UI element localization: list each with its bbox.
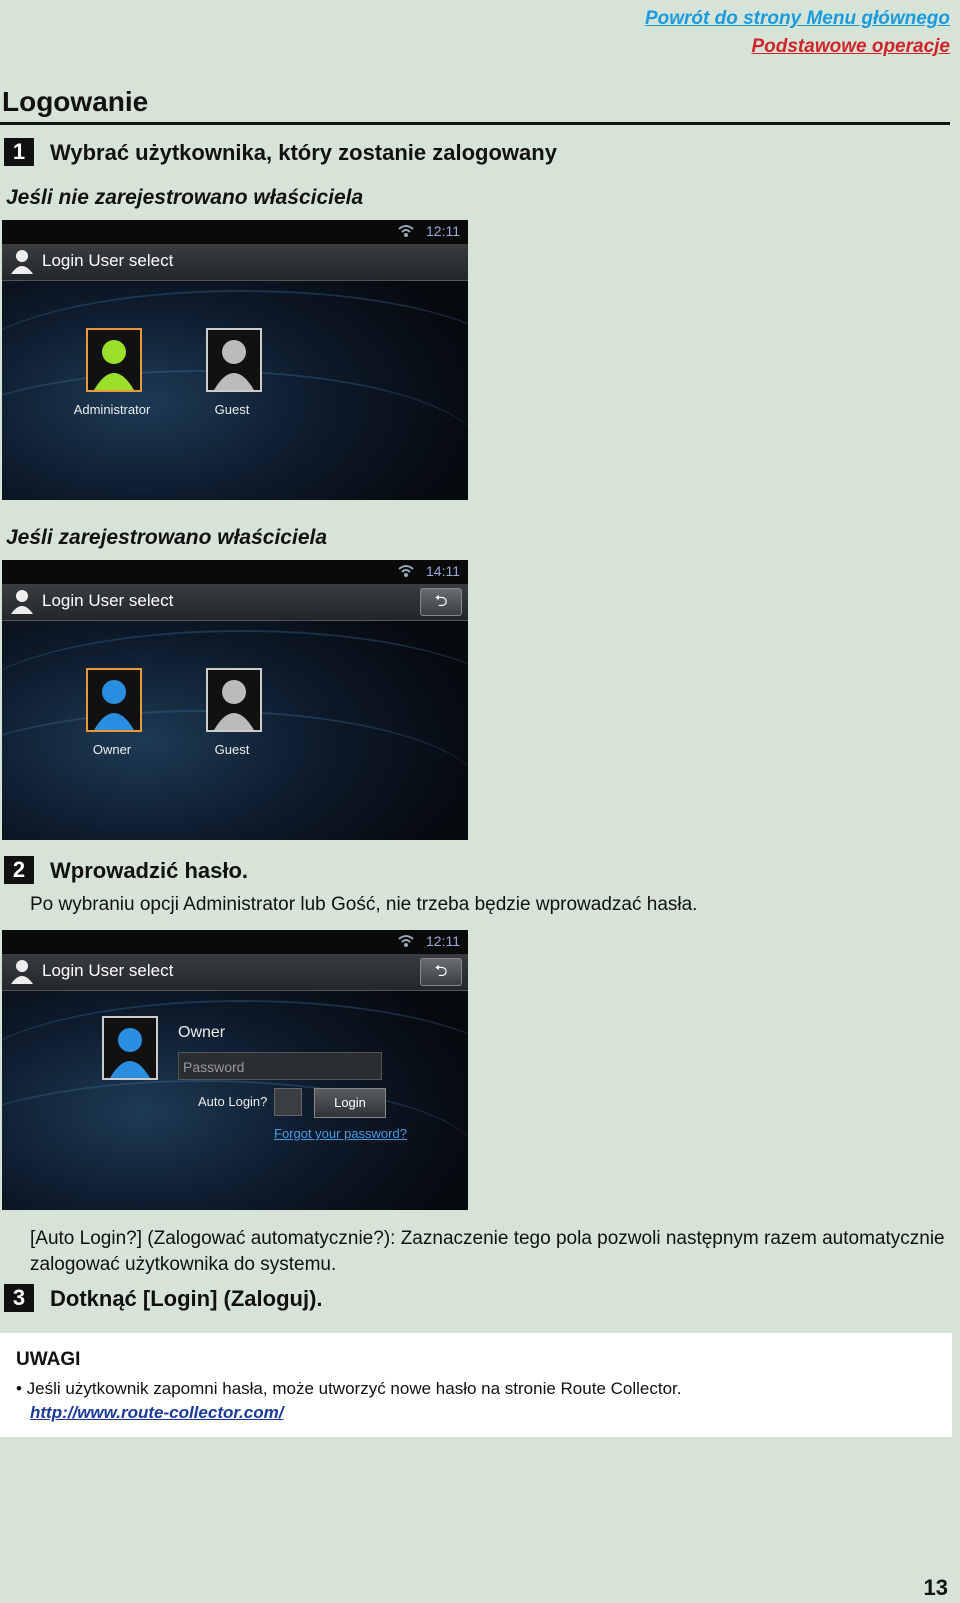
screenshot-password-entry — [2, 930, 468, 1210]
title-bar — [2, 244, 468, 281]
route-collector-link[interactable]: http://www.route-collector.com/ — [30, 1403, 284, 1422]
clock: 12:11 — [426, 933, 460, 949]
password-input[interactable]: Password — [178, 1052, 382, 1080]
step-1-number: 1 — [4, 138, 34, 166]
user-icon — [10, 588, 34, 614]
guest-avatar-icon — [212, 336, 256, 390]
auto-login-description: [Auto Login?] (Zalogować automatycznie?): Zaznaczenie tego pola pozwoli następnym razem automatycznie zalogować użytkownika do systemu. — [30, 1228, 945, 1275]
step-1-text: Wybrać użytkownika, który zostanie zalogowany — [50, 140, 557, 165]
title-bar — [2, 954, 468, 991]
screen-title: Login User select — [42, 961, 174, 980]
forgot-password-link[interactable]: Forgot your password? — [274, 1126, 407, 1141]
step-3-text: Dotknąć [Login] (Zaloguj). — [50, 1286, 323, 1311]
notes-box — [0, 1333, 952, 1437]
status-bar — [2, 220, 468, 244]
user-label-owner: Owner — [92, 742, 132, 757]
step-2-text: Wprowadzić hasło. — [50, 858, 249, 883]
login-button[interactable]: Login — [314, 1088, 386, 1118]
back-button[interactable]: ⮌ — [420, 588, 462, 616]
user-tile-guest[interactable] — [206, 328, 262, 392]
wifi-icon — [398, 934, 414, 948]
selected-user-name: Owner — [178, 1024, 226, 1041]
screen-title: Login User select — [42, 591, 174, 610]
administrator-avatar-icon — [92, 336, 136, 390]
section-title: Logowanie — [2, 86, 149, 117]
title-bar — [2, 584, 468, 621]
auto-login-checkbox[interactable] — [274, 1088, 302, 1116]
status-bar — [2, 930, 468, 954]
user-tile-administrator[interactable] — [86, 328, 142, 392]
status-bar — [2, 560, 468, 584]
user-tile-owner[interactable] — [86, 668, 142, 732]
title-rule — [0, 122, 950, 125]
screenshot-login-owner — [2, 560, 468, 840]
basic-operations-link[interactable]: Podstawowe operacje — [751, 36, 950, 57]
owner-avatar-icon — [92, 676, 136, 730]
back-to-menu-link[interactable]: Powrót do strony Menu głównego — [644, 8, 950, 29]
wifi-icon — [398, 564, 414, 578]
clock: 12:11 — [426, 223, 460, 239]
back-button[interactable]: ⮌ — [420, 958, 462, 986]
step-2-description: Po wybraniu opcji Administrator lub Gość, nie trzeba będzie wprowadzać hasła. — [30, 894, 698, 915]
selected-user-tile — [102, 1016, 158, 1080]
notes-title: UWAGI — [16, 1349, 81, 1370]
clock: 14:11 — [426, 563, 460, 579]
wifi-icon — [398, 224, 414, 238]
guest-avatar-icon — [212, 676, 256, 730]
subhead-owner: Jeśli zarejestrowano właściciela — [6, 526, 328, 549]
screen-title: Login User select — [42, 251, 174, 270]
user-label-guest: Guest — [214, 402, 250, 417]
step-2-number: 2 — [4, 856, 34, 884]
auto-login-label: Auto Login? — [198, 1094, 268, 1109]
step-3-number: 3 — [4, 1284, 34, 1312]
owner-avatar-icon — [108, 1024, 152, 1078]
user-tile-guest[interactable] — [206, 668, 262, 732]
subhead-no-owner: Jeśli nie zarejestrowano właściciela — [6, 186, 364, 209]
user-icon — [10, 958, 34, 984]
user-icon — [10, 248, 34, 274]
notes-text: • Jeśli użytkownik zapomni hasła, może utworzyć nowe hasło na stronie Route Collector. — [16, 1379, 682, 1398]
page-number: 13 — [923, 1575, 948, 1600]
screenshot-login-no-owner — [2, 220, 468, 500]
user-label-guest: Guest — [214, 742, 250, 757]
user-label-administrator: Administrator — [73, 402, 151, 417]
